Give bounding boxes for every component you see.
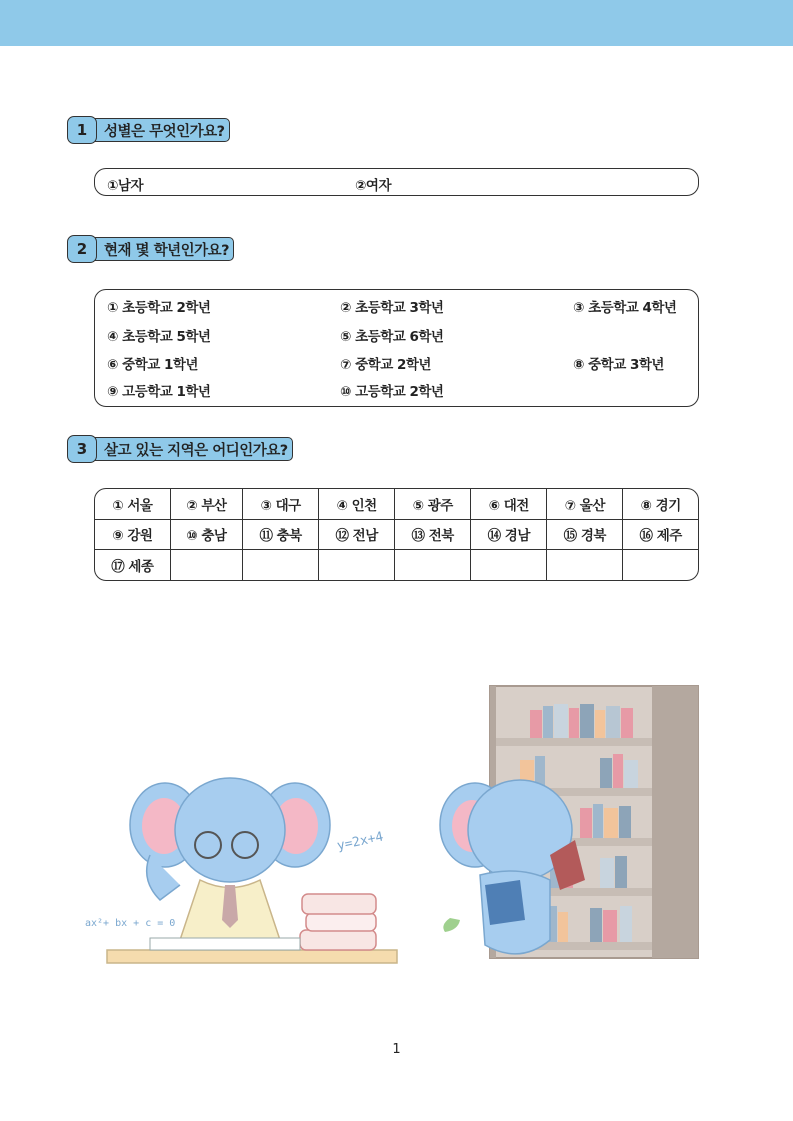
- question-1-header: [67, 116, 230, 144]
- region-cell[interactable]: ⑧ 경기: [623, 489, 698, 519]
- option-grade[interactable]: ⑩ 고등학교 2학년: [340, 384, 444, 400]
- option-grade[interactable]: ② 초등학교 3학년: [340, 300, 444, 316]
- option-grade[interactable]: ① 초등학교 2학년: [107, 300, 211, 316]
- empty-cell: [170, 550, 242, 580]
- linear-formula: y=2x+4: [335, 829, 385, 854]
- region-cell[interactable]: ② 부산: [170, 489, 242, 519]
- region-cell[interactable]: ⑭ 경남: [471, 519, 547, 550]
- header-band: [0, 0, 793, 46]
- region-cell[interactable]: ⑰ 세종: [95, 550, 170, 580]
- question-2-title: 현재 몇 학년인가요?: [95, 237, 234, 261]
- page-number: 1: [392, 1042, 401, 1057]
- region-cell[interactable]: ⑯ 제주: [623, 519, 698, 550]
- elephants-illustration: [80, 680, 710, 970]
- question-2-header: [67, 235, 234, 263]
- empty-cell: [623, 550, 698, 580]
- region-cell[interactable]: ④ 인천: [319, 489, 395, 519]
- region-cell[interactable]: ⑪ 충북: [243, 519, 319, 550]
- question-1-number: 1: [67, 116, 97, 144]
- region-cell[interactable]: ① 서울: [95, 489, 170, 519]
- region-cell[interactable]: ⑮ 경북: [547, 519, 623, 550]
- option-grade[interactable]: ④ 초등학교 5학년: [107, 329, 211, 345]
- region-cell[interactable]: ⑦ 울산: [547, 489, 623, 519]
- question-2-options-box: [94, 289, 699, 407]
- region-cell[interactable]: ⑩ 충남: [170, 519, 242, 550]
- option-grade[interactable]: ⑤ 초등학교 6학년: [340, 329, 444, 345]
- option-male[interactable]: ①남자: [107, 178, 144, 194]
- question-3-region-table: [94, 488, 699, 581]
- book-stack-illustration: [300, 894, 376, 950]
- question-3-title: 살고 있는 지역은 어디인가요?: [95, 437, 293, 461]
- region-cell[interactable]: ③ 대구: [243, 489, 319, 519]
- option-grade[interactable]: ③ 초등학교 4학년: [573, 300, 677, 316]
- empty-cell: [471, 550, 547, 580]
- quadratic-formula: ax²+ bx + c = 0: [85, 918, 176, 929]
- question-3-header: [67, 435, 293, 463]
- desk-illustration: [107, 950, 397, 963]
- option-grade[interactable]: ⑦ 중학교 2학년: [340, 357, 431, 373]
- option-grade[interactable]: ⑥ 중학교 1학년: [107, 357, 198, 373]
- region-cell[interactable]: ⑫ 전남: [319, 519, 395, 550]
- empty-cell: [395, 550, 471, 580]
- region-cell[interactable]: ⑥ 대전: [471, 489, 547, 519]
- option-grade[interactable]: ⑧ 중학교 3학년: [573, 357, 664, 373]
- option-female[interactable]: ②여자: [355, 178, 392, 194]
- region-cell[interactable]: ⑬ 전북: [395, 519, 471, 550]
- question-3-number: 3: [67, 435, 97, 463]
- region-cell[interactable]: ⑨ 강원: [95, 519, 170, 550]
- empty-cell: [319, 550, 395, 580]
- question-2-number: 2: [67, 235, 97, 263]
- empty-cell: [243, 550, 319, 580]
- region-cell[interactable]: ⑤ 광주: [395, 489, 471, 519]
- question-1-options-box: [94, 168, 699, 196]
- option-grade[interactable]: ⑨ 고등학교 1학년: [107, 384, 211, 400]
- empty-cell: [547, 550, 623, 580]
- question-1-title: 성별은 무엇인가요?: [95, 118, 230, 142]
